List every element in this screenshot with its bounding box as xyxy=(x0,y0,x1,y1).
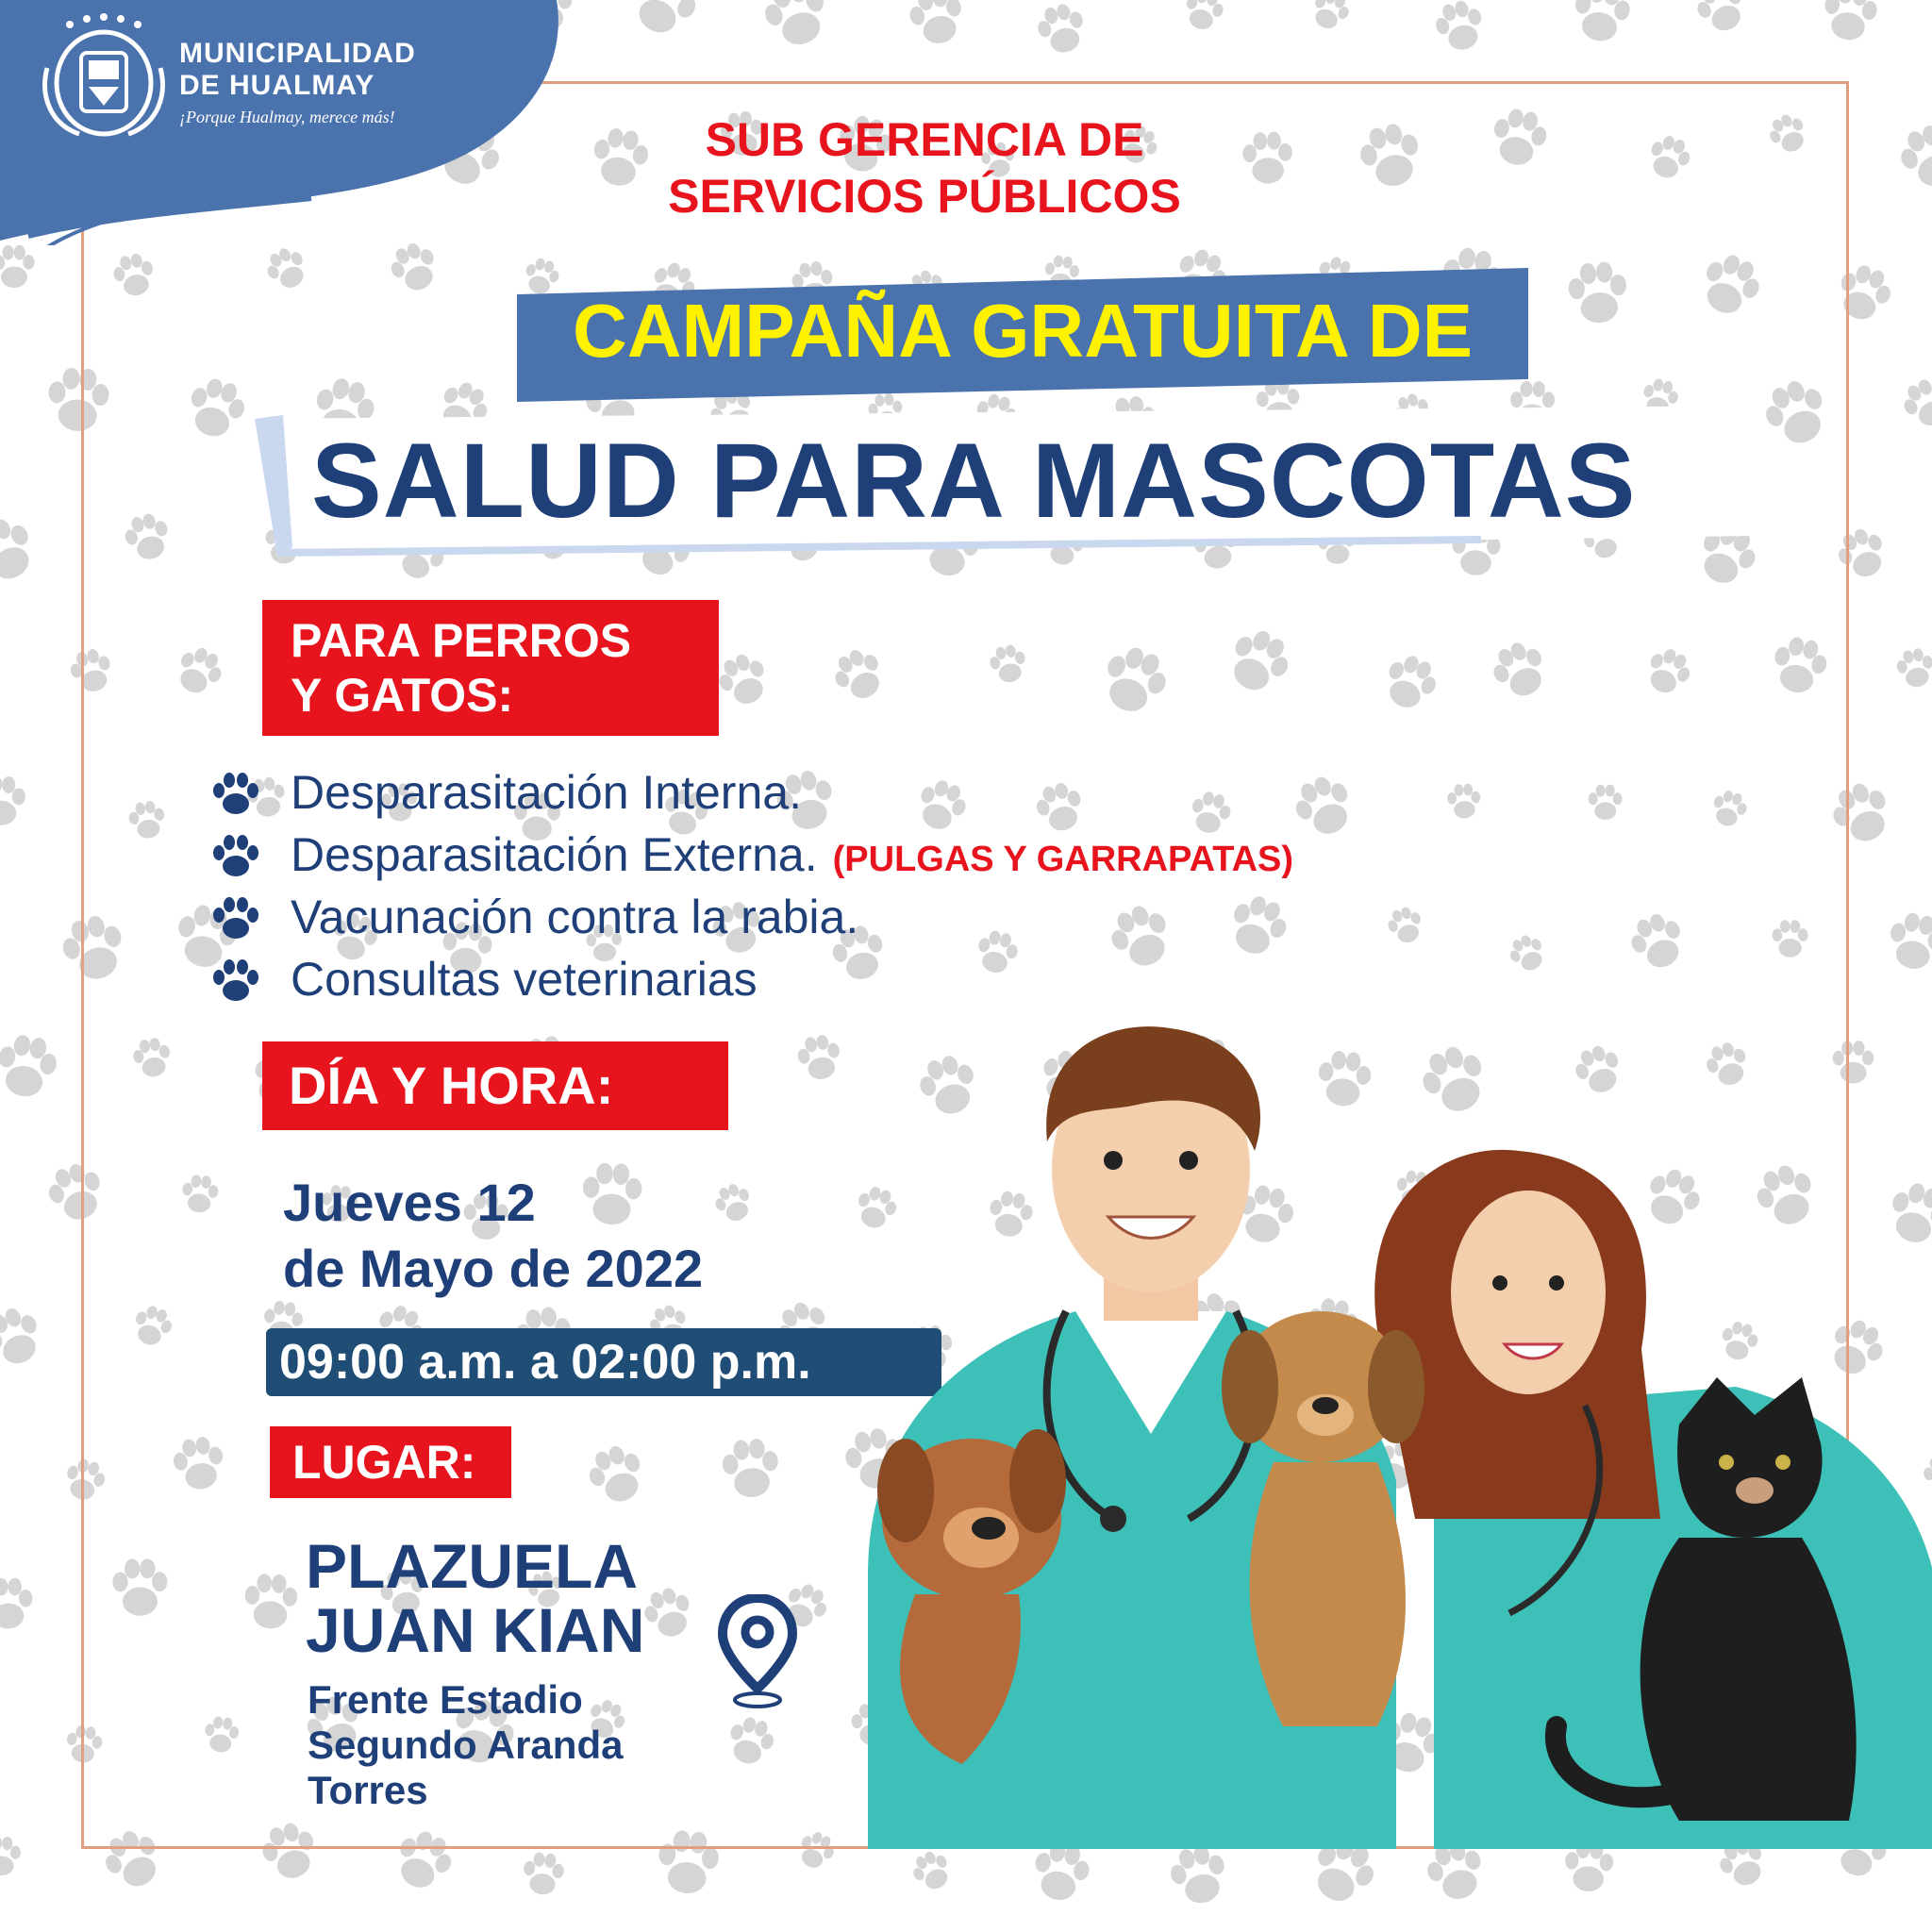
background-paw-icon xyxy=(0,1837,21,1875)
department-line1: SUB GERENCIA DE xyxy=(705,113,1144,166)
paw-icon xyxy=(209,770,262,817)
address-line1: Frente Estadio xyxy=(308,1677,583,1722)
service-note: (PULGAS Y GARRAPATAS) xyxy=(832,840,1294,879)
background-paw-icon xyxy=(1893,119,1932,195)
service-label: Consultas veterinarias xyxy=(291,953,758,1006)
place-line2: JUAN KIAN xyxy=(306,1595,645,1665)
background-paw-icon xyxy=(0,1032,60,1102)
campaign-title-line2: SALUD PARA MASCOTAS xyxy=(311,422,1637,540)
background-paw-icon xyxy=(1431,0,1489,56)
campaign-title-line1: CAMPAÑA GRATUITA DE xyxy=(573,289,1473,373)
service-label: Desparasitación Externa. xyxy=(291,828,818,881)
address-line2: Segundo Aranda xyxy=(308,1723,624,1767)
event-date xyxy=(283,1170,703,1302)
service-label: Desparasitación Interna. xyxy=(291,766,802,819)
background-paw-icon xyxy=(624,0,705,43)
municipal-seal-icon xyxy=(32,11,174,143)
background-paw-icon xyxy=(0,775,26,826)
address-line3: Torres xyxy=(308,1768,428,1812)
background-paw-icon xyxy=(906,0,969,49)
background-paw-icon xyxy=(0,510,43,590)
schedule-heading: DÍA Y HORA: xyxy=(262,1041,728,1130)
map-pin-icon xyxy=(717,1594,798,1709)
background-paw-icon xyxy=(1894,646,1932,690)
background-paw-icon xyxy=(908,1846,957,1896)
place-line1: PLAZUELA xyxy=(306,1531,638,1601)
location-heading: LUGAR: xyxy=(270,1426,511,1498)
background-paw-icon xyxy=(758,0,834,53)
background-paw-icon xyxy=(1033,0,1091,58)
background-paw-icon xyxy=(522,1851,566,1896)
date-line1: Jueves 12 xyxy=(283,1173,536,1232)
background-paw-icon xyxy=(1690,0,1752,39)
place-name xyxy=(306,1531,645,1665)
org-name-line1: MUNICIPALIDAD xyxy=(179,38,416,69)
municipality-logo-block xyxy=(0,0,585,245)
paw-icon xyxy=(209,832,262,879)
paw-icon xyxy=(209,894,262,941)
background-paw-icon xyxy=(0,1578,33,1629)
background-paw-icon xyxy=(1570,0,1633,45)
municipality-name xyxy=(179,38,416,127)
event-time: 09:00 a.m. a 02:00 p.m. xyxy=(266,1328,941,1396)
org-name-line2: DE HUALMAY xyxy=(179,70,375,101)
background-paw-icon xyxy=(1166,1840,1232,1908)
org-slogan: ¡Porque Hualmay, merece más! xyxy=(179,108,395,126)
paw-icon xyxy=(209,957,262,1004)
department-title xyxy=(604,111,1245,225)
place-address xyxy=(308,1677,623,1813)
background-paw-icon xyxy=(1897,373,1932,434)
audience-line1: PARA PERROS xyxy=(291,614,632,667)
date-line2: de Mayo de 2022 xyxy=(283,1239,704,1298)
service-label: Vacunación contra la rabia. xyxy=(291,891,859,943)
department-line2: SERVICIOS PÚBLICOS xyxy=(668,170,1181,223)
background-paw-icon xyxy=(0,1301,49,1372)
background-paw-icon xyxy=(1180,0,1226,34)
background-paw-icon xyxy=(1884,909,1932,974)
audience-label-box xyxy=(262,600,719,736)
background-paw-icon xyxy=(0,245,35,289)
veterinarians-illustration xyxy=(830,991,1932,1849)
background-paw-icon xyxy=(1820,0,1880,43)
audience-line2: Y GATOS: xyxy=(291,669,514,722)
background-paw-icon xyxy=(1307,0,1355,35)
